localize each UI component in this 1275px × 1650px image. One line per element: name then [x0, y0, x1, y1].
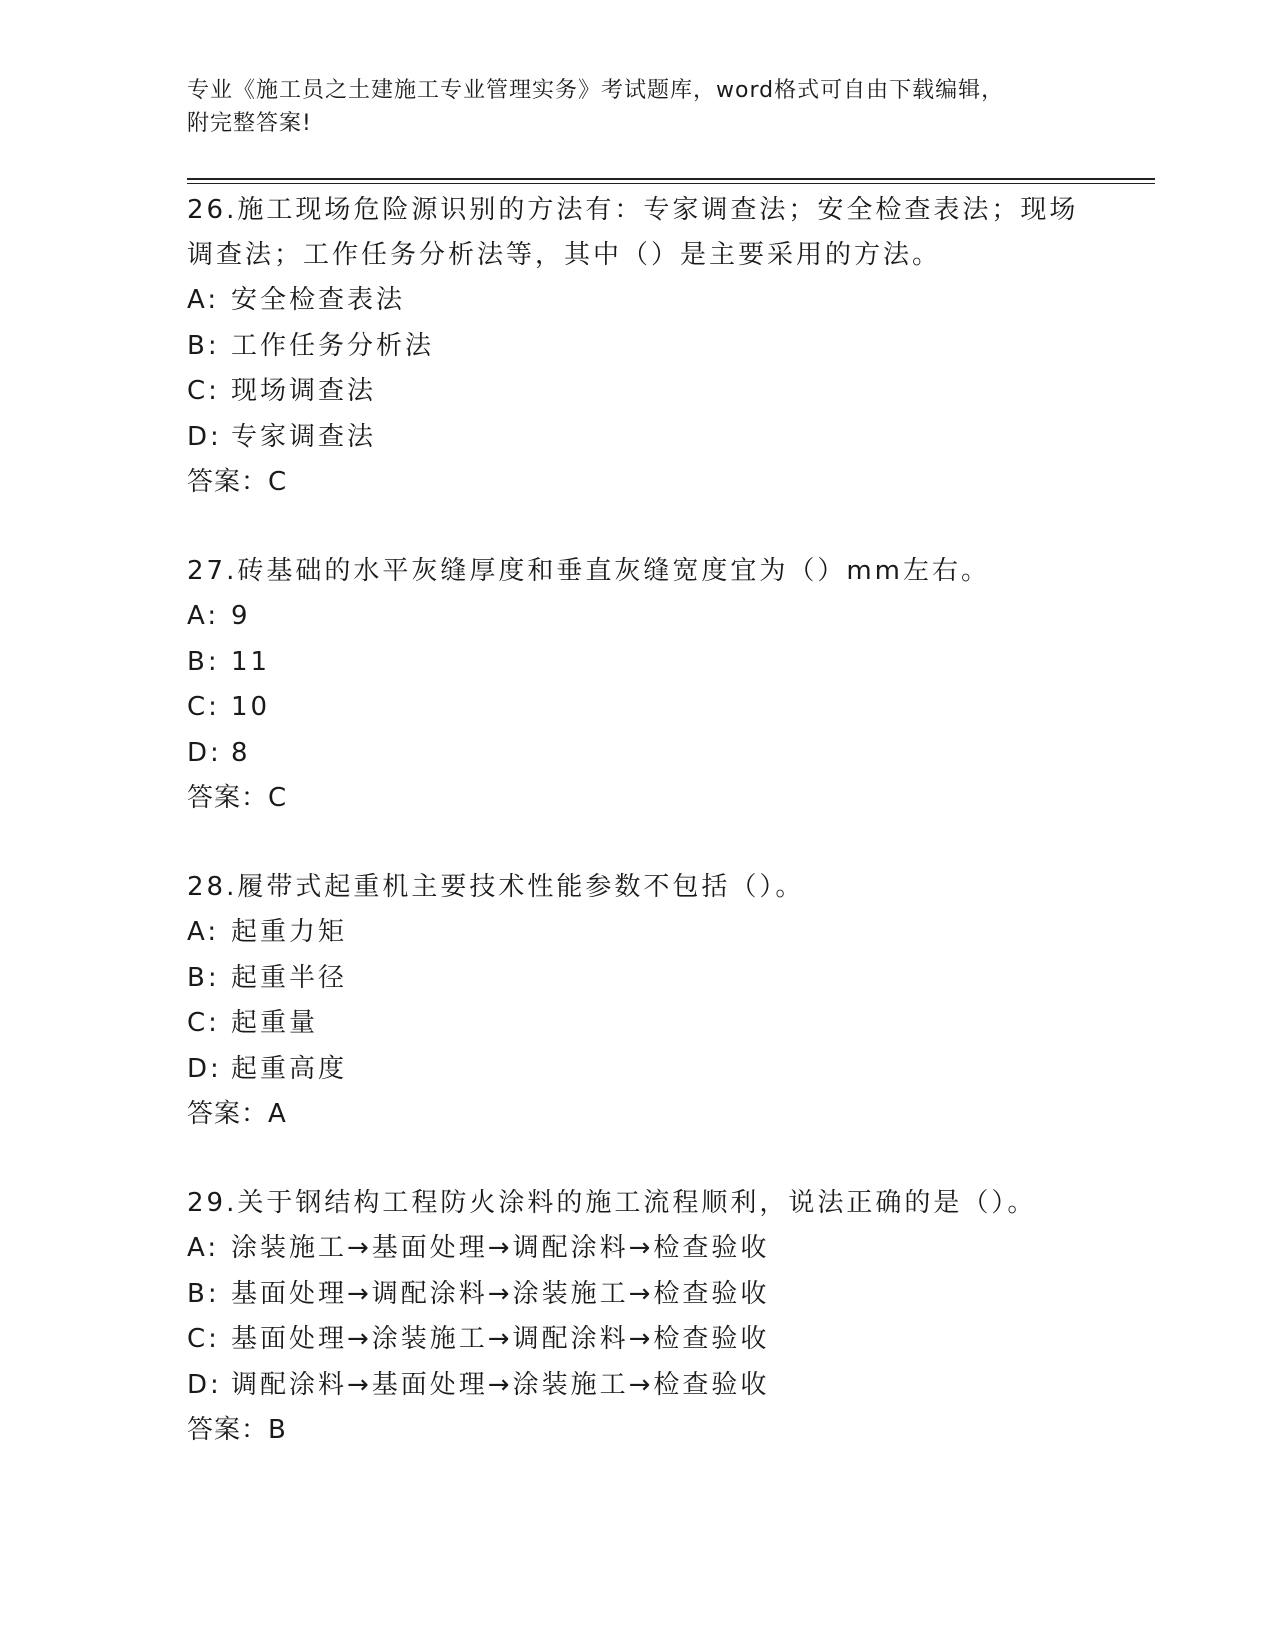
option-text: 基面处理→涂装施工→调配涂料→检查验收 [231, 1324, 770, 1354]
header-divider-thin [187, 183, 1155, 184]
answer-text: 答案：A [187, 1099, 287, 1129]
option-text: 工作任务分析法 [231, 330, 435, 361]
option-b [187, 324, 1087, 370]
option-key: C: [187, 376, 220, 406]
option-b [187, 640, 1087, 686]
answer-text: 答案：C [187, 467, 288, 497]
option-c [187, 1001, 1087, 1047]
option-b [187, 1272, 1087, 1318]
option-text: 安全检查表法 [231, 285, 406, 315]
option-c [187, 685, 1087, 731]
option-text: 11 [231, 646, 271, 677]
option-key: B: [187, 962, 220, 993]
option-text: 10 [231, 692, 271, 722]
option-text: 9 [231, 601, 251, 631]
option-a [187, 910, 1087, 956]
option-text: 起重力矩 [231, 917, 348, 947]
option-text: 涂装施工→基面处理→调配涂料→检查验收 [231, 1233, 770, 1263]
option-key: A: [187, 917, 220, 947]
option-c [187, 1317, 1087, 1363]
option-key: D: [187, 1369, 222, 1400]
option-key: B: [187, 646, 220, 677]
answer-text: 答案：C [187, 783, 288, 813]
question-item [187, 188, 1087, 505]
question-text: 27.砖基础的水平灰缝厚度和垂直灰缝宽度宜为（）mm左右。 [187, 556, 991, 586]
option-a [187, 594, 1087, 640]
option-text: 基面处理→调配涂料→涂装施工→检查验收 [231, 1278, 770, 1309]
option-b [187, 956, 1087, 1002]
question-item [187, 549, 1087, 821]
question-item [187, 865, 1087, 1137]
question-text: 29.关于钢结构工程防火涂料的施工流程顺利，说法正确的是（）。 [187, 1188, 1037, 1218]
option-text: 起重半径 [231, 962, 348, 993]
option-key: C: [187, 692, 220, 722]
answer-text: 答案：B [187, 1415, 287, 1445]
option-text: 现场调查法 [231, 376, 377, 406]
option-a [187, 1226, 1087, 1272]
question-item [187, 1181, 1087, 1453]
option-d [187, 731, 1087, 777]
option-d [187, 1363, 1087, 1409]
option-key: A: [187, 1233, 220, 1263]
option-d [187, 1047, 1087, 1093]
option-text: 调配涂料→基面处理→涂装施工→检查验收 [231, 1369, 770, 1400]
option-key: B: [187, 330, 220, 361]
option-key: D: [187, 421, 222, 452]
option-key: D: [187, 737, 222, 768]
option-text: 专家调查法 [231, 421, 377, 452]
header-line-2: 附完整答案! [187, 111, 312, 136]
option-text: 起重量 [231, 1008, 319, 1038]
option-key: A: [187, 285, 220, 315]
option-key: C: [187, 1324, 220, 1354]
option-a [187, 278, 1087, 324]
document-header [187, 74, 1087, 140]
option-c [187, 369, 1087, 415]
option-text: 起重高度 [231, 1053, 348, 1084]
option-text: 8 [231, 737, 251, 768]
option-d [187, 415, 1087, 461]
option-key: C: [187, 1008, 220, 1038]
header-line-1: 专业《施工员之土建施工专业管理实务》考试题库，word格式可自由下载编辑， [187, 78, 1005, 103]
question-text: 26.施工现场危险源识别的方法有：专家调查法；安全检查表法；现场调查法；工作任务分析法等，其中（）是主要采用的方法。 [187, 195, 1079, 270]
option-key: B: [187, 1278, 220, 1309]
question-list [187, 188, 1087, 1497]
question-text: 28.履带式起重机主要技术性能参数不包括（）。 [187, 872, 805, 902]
option-key: D: [187, 1053, 222, 1084]
header-divider [187, 178, 1155, 180]
option-key: A: [187, 601, 220, 631]
